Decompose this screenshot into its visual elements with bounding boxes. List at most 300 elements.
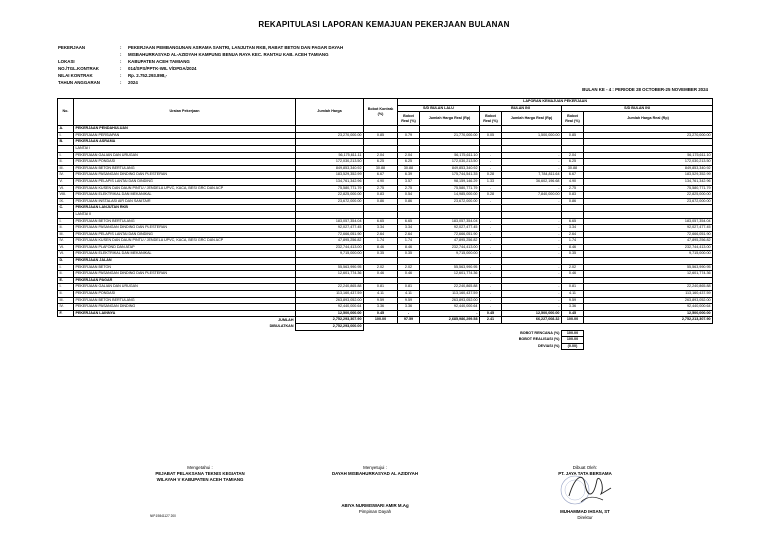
table-row <box>58 225 713 232</box>
cell-u: PEKERJAAN ELEKTRIKAL DAN MEKANIKAL <box>74 251 296 258</box>
cell-b3: 6.67 <box>562 172 584 179</box>
cell-b3: 0.35 <box>562 251 584 258</box>
cell-u: PEKERJAAN PASANGAN DINDING DAN PLESTERAN <box>74 225 296 232</box>
cell-b2: 0.28 <box>480 192 502 199</box>
deviasi-row <box>58 343 713 350</box>
mid-name: ABIYA NURMISWARI AMIR M.Ag <box>341 503 409 508</box>
realisasi-row <box>58 337 713 344</box>
info-key: NILAI KONTRAK <box>58 73 93 79</box>
cell-bk: 0.86 <box>364 198 398 205</box>
cell-u: PEKERJAAN ELEKTRIKAL DAN MEKANIKAL <box>74 192 296 199</box>
deviasi-label: DEVIASI (%) <box>537 343 560 348</box>
row-section: PEKERJAAN LANJUTAN RKB <box>74 205 296 212</box>
cell-j3: 47,895,256.82 <box>584 238 713 245</box>
table-row <box>58 185 713 192</box>
cell-j3: 92,440,000.64 <box>584 304 713 311</box>
table-row <box>58 205 713 212</box>
cell-b3: 8.46 <box>562 244 584 251</box>
info-value: 2024 <box>128 80 138 86</box>
table-row <box>58 271 713 278</box>
cell-b2: 1.33 <box>480 178 502 185</box>
jumlah-label: JUMLAH <box>58 317 296 324</box>
cell-b3: 30.88 <box>562 165 584 172</box>
info-value: MISBAHURRASYAD AL-AZIDYAH KAMPUNG BENUA RAYA KEC. RANTAU KAB. ACEH TAMIANG <box>128 52 329 58</box>
realisasi-value: 100.00 <box>562 337 584 344</box>
total-jumlah: 2,752,293,307.90 <box>296 317 364 324</box>
cell-b3: 2.75 <box>562 185 584 192</box>
cell-j1: 172,030,213.50 <box>420 159 480 166</box>
table-row <box>58 244 713 251</box>
cell-bk: 2.64 <box>364 231 398 238</box>
cell-bk: 3.34 <box>364 225 398 232</box>
cell-j3: 12,601,774.36 <box>584 271 713 278</box>
total-b2: 2.41 <box>480 317 502 324</box>
cell-j1: 263,893,052.00 <box>420 297 480 304</box>
cell-b3: 3.36 <box>562 304 584 311</box>
cell-b3: 0.45 <box>562 310 584 317</box>
table-row <box>58 238 713 245</box>
cell-b2: - <box>480 251 502 258</box>
signature-left <box>120 465 280 519</box>
cell-u: PEKERJAAN GALIAN DAN URUGAN <box>74 284 296 291</box>
cell-bk: 3.36 <box>364 304 398 311</box>
info-colon: : <box>120 52 122 58</box>
row-section: PEKERJAAN ASRAMA <box>74 139 296 146</box>
cell-no: VI. <box>58 244 74 251</box>
table-row <box>58 198 713 205</box>
cell-j1: 92,440,000.64 <box>420 304 480 311</box>
cell-j: 75,580,771.79 <box>296 185 364 192</box>
info-row <box>58 44 343 51</box>
cell-j: 56,175,611.11 <box>296 152 364 159</box>
cell-j1: 98,159,146.29 <box>420 178 480 185</box>
cell-b1: 4.11 <box>398 291 420 298</box>
cell-u: PEKERJAAN PELAPIS LANTAI DAN DINDING <box>74 178 296 185</box>
info-colon: : <box>120 66 122 72</box>
cell-no: IV. <box>58 304 74 311</box>
cell-j3: 72,666,051.90 <box>584 231 713 238</box>
left-title-2: WILAYAH V KABUPATEN ACEH TAMIANG <box>156 477 244 482</box>
cell-bk: 0.81 <box>364 284 398 291</box>
info-key <box>58 51 120 58</box>
cell-no: VI. <box>58 251 74 258</box>
cell-j2: 36,602,196.68 <box>502 178 562 185</box>
cell-no: VI. <box>58 185 74 192</box>
cell-b2: - <box>480 297 502 304</box>
cell-bk: 0.85 <box>364 132 398 139</box>
cell-j1: 849,853,340.92 <box>420 165 480 172</box>
cell-j2: - <box>502 304 562 311</box>
cell-no: IV. <box>58 172 74 179</box>
table-row <box>58 132 713 139</box>
cell-j1: 92,027,477.45 <box>420 225 480 232</box>
table-row <box>58 172 713 179</box>
cell-u: PEKERJAAN PERSIAPAN <box>74 132 296 139</box>
row-section: PEKERJAAN JALAN <box>74 258 296 265</box>
cell-b3: 3.34 <box>562 225 584 232</box>
cell-b2: - <box>480 165 502 172</box>
deviasi-value: (0.00) <box>562 343 584 350</box>
cell-u: PEKERJAAN INSTALASI AIR DAN SANITAIR <box>74 198 296 205</box>
right-title: PT. JAYA TATA BERSAMA <box>558 471 612 476</box>
project-info <box>58 44 343 87</box>
cell-b2: - <box>480 291 502 298</box>
cell-b1: 1.74 <box>398 238 420 245</box>
cell-b3: 0.85 <box>562 132 584 139</box>
table-row <box>58 211 713 218</box>
cell-j1: 113,160,437.59 <box>420 291 480 298</box>
cell-no: IX. <box>58 198 74 205</box>
right-position: Direktur <box>577 515 593 520</box>
cell-u: PEKERJAAN GALIAN DAN URUGAN <box>74 152 296 159</box>
table-row <box>58 258 713 265</box>
cell-b3: 0.46 <box>562 271 584 278</box>
cell-j: 72,666,051.90 <box>296 231 364 238</box>
cell-j3: 12,500,000.00 <box>584 310 713 317</box>
cell-b3: 4.11 <box>562 291 584 298</box>
cell-b1: 0.86 <box>398 198 420 205</box>
cell-u: PEKERJAAN BETON BERTULANG <box>74 165 296 172</box>
dibulatkan-label: DIBULATKAN <box>269 324 294 328</box>
cell-j3: 22,825,000.00 <box>584 192 713 199</box>
cell-b2: - <box>480 304 502 311</box>
info-key: PEKERJAAN <box>58 45 86 50</box>
cell-b1: 0.46 <box>398 271 420 278</box>
cell-j: 113,160,437.59 <box>296 291 364 298</box>
cell-b2: 0.28 <box>480 172 502 179</box>
cell-b1: 2.04 <box>398 152 420 159</box>
cell-j1: 21,770,000.00 <box>420 132 480 139</box>
info-value: KABUPATEN ACEH TAMIANG <box>128 59 190 65</box>
table-row <box>58 178 713 185</box>
jumlah-real-header: Jumlah Harga Real (Rp) <box>502 112 562 126</box>
info-colon: : <box>120 73 122 79</box>
cell-j1: 72,666,051.90 <box>420 231 480 238</box>
rencana-label: BOBOT RENCANA (%) <box>520 330 560 335</box>
cell-b2: - <box>480 284 502 291</box>
cell-j1: 9,715,000.00 <box>420 251 480 258</box>
info-key: NO./TGL.KONTRAK <box>58 66 99 72</box>
row-no: D. <box>58 258 74 265</box>
cell-bk: 0.46 <box>364 271 398 278</box>
cell-b2: - <box>480 238 502 245</box>
row-no: B. <box>58 139 74 146</box>
info-row <box>58 72 343 79</box>
rencana-row <box>58 330 713 337</box>
cell-b1: 30.88 <box>398 165 420 172</box>
cell-bk: 0.45 <box>364 310 398 317</box>
total-b3: 100.00 <box>562 317 584 324</box>
lalu-header: S/D BULAN LALU <box>398 105 480 112</box>
row-no: C. <box>58 205 74 212</box>
cell-j1: 47,895,256.82 <box>420 238 480 245</box>
cell-no: II. <box>58 159 74 166</box>
cell-no: II. <box>58 225 74 232</box>
col-uraian-header: Uraian Pekerjaan <box>74 99 296 126</box>
cell-b2: - <box>480 185 502 192</box>
table-row <box>58 277 713 284</box>
cell-u: PEKERJAAN PONDASI <box>74 159 296 166</box>
cell-j2: - <box>502 238 562 245</box>
cell-b1: 6.39 <box>398 172 420 179</box>
cell-j1: 14,985,000.00 <box>420 192 480 199</box>
cell-b2: - <box>480 159 502 166</box>
table-row <box>58 264 713 271</box>
cell-u: PEKERJAAN BETON BERTULANG <box>74 218 296 225</box>
cell-bk: 2.75 <box>364 185 398 192</box>
cell-j3: 183,529,352.99 <box>584 172 713 179</box>
cell-no: V. <box>58 178 74 185</box>
cell-j: 92,027,477.45 <box>296 225 364 232</box>
cell-j: 134,761,342.96 <box>296 178 364 185</box>
cell-j1: 55,563,990.95 <box>420 264 480 271</box>
cell-j: 232,744,413.00 <box>296 244 364 251</box>
cell-bk: 1.74 <box>364 238 398 245</box>
left-nip: NIP.19841127 200 <box>150 514 176 518</box>
sdini-header: S/D BULAN INI <box>562 105 713 112</box>
cell-j3: 263,893,052.00 <box>584 297 713 304</box>
cell-j2: - <box>502 185 562 192</box>
mid-title: DAYAH MISBAHURRASYAD AL AZIDIYAH <box>331 471 419 476</box>
cell-b1: 2.02 <box>398 264 420 271</box>
cell-j: 263,893,052.00 <box>296 297 364 304</box>
cell-u: PEKERJAAN PELAPIS LANTAI DAN DINDING <box>74 231 296 238</box>
cell-no: IV. <box>58 238 74 245</box>
period-label: BULAN KE - 4 : PERIODE 28 OCTOBER-25 NOVEMBER 2024 <box>582 87 708 92</box>
cell-u: PEKERJAAN KUSEN DAN DAUN PINTU / JENDELA UPVC, KACA, BESI GRC DAN ACP <box>74 185 296 192</box>
cell-b1: 9.59 <box>398 297 420 304</box>
cell-b3: 2.64 <box>562 231 584 238</box>
cell-b1: - <box>398 310 420 317</box>
info-colon: : <box>120 80 122 86</box>
info-colon: : <box>120 45 122 50</box>
row-subsection: LANTAI I <box>74 145 296 152</box>
dibulatkan-value: 2,752,293,000.00 <box>296 324 364 331</box>
info-row <box>58 79 343 86</box>
rencana-value: 100.00 <box>562 330 584 337</box>
cell-j: 172,030,213.50 <box>296 159 364 166</box>
cell-b1: 8.46 <box>398 244 420 251</box>
cell-b3: 2.02 <box>562 264 584 271</box>
total-j3: 2,752,213,307.90 <box>584 317 713 324</box>
cell-no: III. <box>58 297 74 304</box>
cell-j3: 113,160,437.59 <box>584 291 713 298</box>
cell-bk: 4.11 <box>364 291 398 298</box>
cell-j2: - <box>502 291 562 298</box>
report-title: REKAPITULASI LAPORAN KEMAJUAN PEKERJAAN BULANAN <box>258 20 510 29</box>
table-row <box>58 139 713 146</box>
table-row <box>58 284 713 291</box>
info-value: PEKERJAAN PEMBANGUNAN ASRAMA SANTRI, LANJUTAN RKB, RABAT BETON DAN PAGAR DAYAH <box>128 45 344 50</box>
cell-b2: - <box>480 244 502 251</box>
cell-bk: 6.67 <box>364 172 398 179</box>
cell-j1: - <box>420 310 480 317</box>
bobot-real-header: Bobot Real (%) <box>562 112 584 126</box>
cell-b2: - <box>480 225 502 232</box>
cell-j: 55,563,990.95 <box>296 264 364 271</box>
row-section: PEKERJAAN PAGAR <box>74 277 296 284</box>
cell-b3: 6.65 <box>562 218 584 225</box>
cell-b1: 0.79 <box>398 132 420 139</box>
cell-j2: - <box>502 198 562 205</box>
cell-no: III. <box>58 231 74 238</box>
left-title-1: PEJABAT PELAKSANA TEKNIS KEGIATAN <box>155 471 245 476</box>
cell-j1: 22,240,865.88 <box>420 284 480 291</box>
col-jumlah-header: Jumlah Harga <box>296 99 364 126</box>
cell-u: PEKERJAAN KUSEN DAN DAUN PINTU / JENDELA UPVC, KACA, BESI GRC DAN ACP <box>74 238 296 245</box>
cell-j3: 134,761,342.96 <box>584 178 713 185</box>
jumlah-real-header: Jumlah Harga Real (Rp) <box>584 112 713 126</box>
cell-j2: 12,500,000.00 <box>502 310 562 317</box>
cell-b1: 0.35 <box>398 251 420 258</box>
row-section: PEKERJAAN PENDAHULUAN <box>74 126 296 133</box>
cell-b1: 3.36 <box>398 304 420 311</box>
cell-j: 183,057,354.04 <box>296 218 364 225</box>
cell-b3: 0.86 <box>562 198 584 205</box>
cell-j3: 232,744,413.00 <box>584 244 713 251</box>
cell-j2: 7,840,000.00 <box>502 192 562 199</box>
col-no-header: No. <box>58 99 74 126</box>
cell-j3: 22,240,865.88 <box>584 284 713 291</box>
cell-j3: 23,270,000.00 <box>584 132 713 139</box>
right-role: Dibuat Oleh: <box>572 465 598 470</box>
cell-no: II. <box>58 291 74 298</box>
cell-b1: 0.81 <box>398 284 420 291</box>
cell-j2: - <box>502 251 562 258</box>
cell-j: 22,825,000.00 <box>296 192 364 199</box>
cell-b2: - <box>480 218 502 225</box>
bobot-real-header: Bobot Real (%) <box>480 112 502 126</box>
col-bobot-header: Bobot Kontrak (%) <box>364 99 398 126</box>
table-totals <box>58 317 713 350</box>
cell-no: I. <box>58 132 74 139</box>
cell-j2: 7,784,811.64 <box>502 172 562 179</box>
cell-b3: 1.74 <box>562 238 584 245</box>
cell-j: 22,240,865.88 <box>296 284 364 291</box>
cell-u: PEKERJAAN BETON BERTULANG <box>74 297 296 304</box>
cell-j3: 92,027,477.45 <box>584 225 713 232</box>
cell-j2: - <box>502 284 562 291</box>
ini-header: BULAN INI <box>480 105 562 112</box>
info-row <box>58 58 343 65</box>
cell-j: 183,529,352.99 <box>296 172 364 179</box>
cell-j3: 75,580,771.79 <box>584 185 713 192</box>
table-row <box>58 145 713 152</box>
cell-j2: - <box>502 225 562 232</box>
cell-b1: 0.54 <box>398 192 420 199</box>
cell-j3: 849,853,340.92 <box>584 165 713 172</box>
cell-j2: - <box>502 264 562 271</box>
cell-j1: 232,744,413.00 <box>420 244 480 251</box>
table-row <box>58 159 713 166</box>
total-bobot: 100.00 <box>364 317 398 324</box>
cell-j1: 75,580,771.79 <box>420 185 480 192</box>
cell-b2: 0.05 <box>480 132 502 139</box>
signature-right <box>520 465 650 521</box>
cell-j1: 175,744,541.35 <box>420 172 480 179</box>
cell-b2: 0.45 <box>480 310 502 317</box>
info-key: TAHUN ANGGARAN <box>58 80 100 86</box>
row-no: E. <box>58 277 74 284</box>
row-no: A. <box>58 126 74 133</box>
dibulatkan-row <box>58 324 713 331</box>
bobot-real-header: Bobot Real (%) <box>398 112 420 126</box>
cell-j: 12,601,774.36 <box>296 271 364 278</box>
cell-no: I. <box>58 152 74 159</box>
cell-j3: 172,030,213.50 <box>584 159 713 166</box>
cell-b2: - <box>480 152 502 159</box>
cell-j: 92,440,000.64 <box>296 304 364 311</box>
cell-j: 12,500,000.00 <box>296 310 364 317</box>
cell-no: I. <box>58 218 74 225</box>
cell-bk: 30.88 <box>364 165 398 172</box>
table-row <box>58 297 713 304</box>
info-value: Rp. 2.752.293.898,- <box>128 73 168 79</box>
cell-bk: 2.04 <box>364 152 398 159</box>
progress-table <box>57 98 713 350</box>
cell-j3: 9,715,000.00 <box>584 251 713 258</box>
cell-bk: 6.25 <box>364 159 398 166</box>
cell-j1: 183,057,354.04 <box>420 218 480 225</box>
cell-b2: - <box>480 231 502 238</box>
cell-no: VIII. <box>58 192 74 199</box>
total-row <box>58 317 713 324</box>
cell-u: PEKERJAAN PASANGAN DINDING DAN PLESTERAN <box>74 172 296 179</box>
laporan-header: LAPORAN KEMAJUAN PEKERJAAN <box>398 99 713 106</box>
cell-j2: - <box>502 231 562 238</box>
cell-bk: 9.59 <box>364 297 398 304</box>
total-j1: 2,685,986,299.58 <box>420 317 480 324</box>
cell-b1: 6.25 <box>398 159 420 166</box>
realisasi-label: BOBOT REALISASI (%) <box>518 337 560 342</box>
info-row <box>58 51 343 58</box>
cell-u: PEKERJAAN LAINNYA <box>74 310 296 317</box>
cell-j2: - <box>502 152 562 159</box>
cell-j3: 55,563,990.95 <box>584 264 713 271</box>
signature-middle <box>300 465 450 515</box>
cell-no: I. <box>58 264 74 271</box>
cell-j1: 56,175,611.10 <box>420 152 480 159</box>
total-j2: 66,227,008.32 <box>502 317 562 324</box>
cell-bk: 4.90 <box>364 178 398 185</box>
cell-b3: 9.59 <box>562 297 584 304</box>
cell-u: PEKERJAAN BETON <box>74 264 296 271</box>
cell-bk: 0.83 <box>364 192 398 199</box>
cell-j1: 12,601,774.36 <box>420 271 480 278</box>
cell-no: F. <box>58 310 74 317</box>
info-key: LOKASI <box>58 59 75 65</box>
table-body <box>58 126 713 317</box>
cell-j3: 183,057,354.04 <box>584 218 713 225</box>
mid-position: Pimpinan Dayah <box>358 509 392 514</box>
table-row <box>58 126 713 133</box>
table-row <box>58 152 713 159</box>
cell-j: 23,672,000.00 <box>296 198 364 205</box>
cell-j: 849,853,340.92 <box>296 165 364 172</box>
table-row <box>58 218 713 225</box>
cell-j1: 23,672,000.00 <box>420 198 480 205</box>
cell-j2: - <box>502 165 562 172</box>
cell-b3: 6.25 <box>562 159 584 166</box>
cell-j2: - <box>502 271 562 278</box>
total-b1: 97.59 <box>398 317 420 324</box>
cell-b3: 0.81 <box>562 284 584 291</box>
cell-b1: 3.57 <box>398 178 420 185</box>
cell-no: III. <box>58 165 74 172</box>
table-row <box>58 251 713 258</box>
cell-no: I. <box>58 284 74 291</box>
cell-b3: 2.04 <box>562 152 584 159</box>
